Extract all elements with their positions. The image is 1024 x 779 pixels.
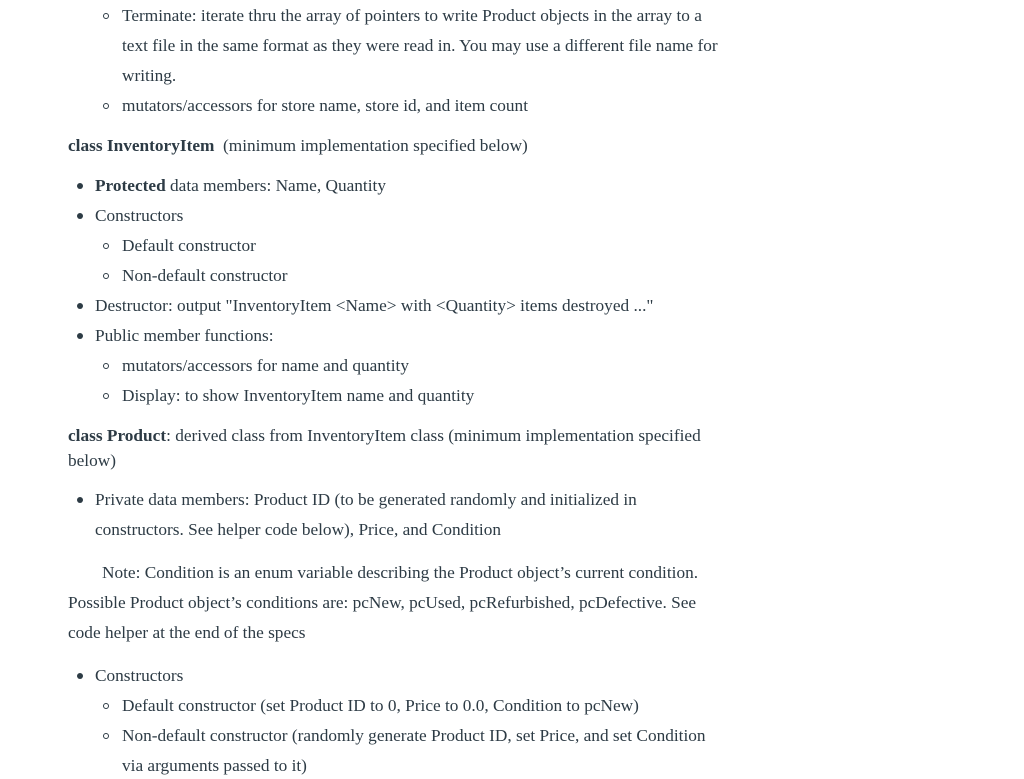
store-mutators-item: mutators/accessors for store name, store id, and item count	[122, 96, 528, 115]
default-constructor-item: Default constructor	[122, 236, 256, 255]
circle-bullet-icon	[103, 243, 109, 249]
product-class-name: class Product	[68, 426, 167, 445]
public-members-item: Public member functions:	[95, 326, 274, 345]
circle-bullet-icon	[103, 13, 109, 19]
note-line-2: Possible Product object’s conditions are: pcNew, pcUsed, pcRefurbished, pcDefective. See	[68, 593, 697, 612]
product-default-constructor-item: Default constructor (set Product ID to 0, Price to 0.0, Condition to pcNew)	[122, 696, 639, 715]
circle-bullet-icon	[103, 103, 109, 109]
product-nondefault-line-2: via arguments passed to it)	[122, 756, 307, 775]
private-members-line-2: constructors. See helper code below), Price, and Condition	[95, 520, 501, 539]
disc-bullet-icon	[77, 673, 83, 679]
circle-bullet-icon	[103, 703, 109, 709]
constructors-item: Constructors	[95, 206, 184, 225]
product-heading-note: : derived class from InventoryItem class (minimum implementation specified	[166, 426, 701, 445]
note-line-1: Note: Condition is an enum variable describing the Product object’s current condition.	[102, 563, 699, 582]
circle-bullet-icon	[103, 733, 109, 739]
disc-bullet-icon	[77, 497, 83, 503]
disc-bullet-icon	[77, 303, 83, 309]
terminate-line-1: Terminate: iterate thru the array of pointers to write Product objects in the array to a	[122, 6, 702, 25]
inventory-item-class-name: class InventoryItem	[68, 136, 215, 155]
protected-members-item	[95, 176, 386, 196]
product-heading-line-2: below)	[68, 451, 116, 470]
note-line-3: code helper at the end of the specs	[68, 623, 306, 642]
product-constructors-item: Constructors	[95, 666, 184, 685]
display-item: Display: to show InventoryItem name and quantity	[122, 386, 475, 405]
terminate-line-3: writing.	[122, 66, 177, 85]
private-members-line-1: Private data members: Product ID (to be generated randomly and initialized in	[95, 490, 637, 509]
inventory-item-heading	[68, 136, 528, 156]
circle-bullet-icon	[103, 363, 109, 369]
terminate-line-2: text file in the same format as they were read in. You may use a different file name for	[122, 36, 718, 55]
product-nondefault-line-1: Non-default constructor (randomly generate Product ID, set Price, and set Condition	[122, 726, 706, 745]
protected-members-text: data members: Name, Quantity	[165, 176, 386, 195]
disc-bullet-icon	[77, 183, 83, 189]
protected-label: Protected	[95, 176, 166, 195]
disc-bullet-icon	[77, 213, 83, 219]
inventory-item-heading-note: (minimum implementation specified below)	[223, 136, 528, 155]
inventory-mutators-item: mutators/accessors for name and quantity	[122, 356, 409, 375]
product-heading	[68, 426, 701, 446]
nondefault-constructor-item: Non-default constructor	[122, 266, 288, 285]
circle-bullet-icon	[103, 273, 109, 279]
disc-bullet-icon	[77, 333, 83, 339]
destructor-item: Destructor: output "InventoryItem <Name> with <Quantity> items destroyed ..."	[95, 296, 654, 315]
circle-bullet-icon	[103, 393, 109, 399]
